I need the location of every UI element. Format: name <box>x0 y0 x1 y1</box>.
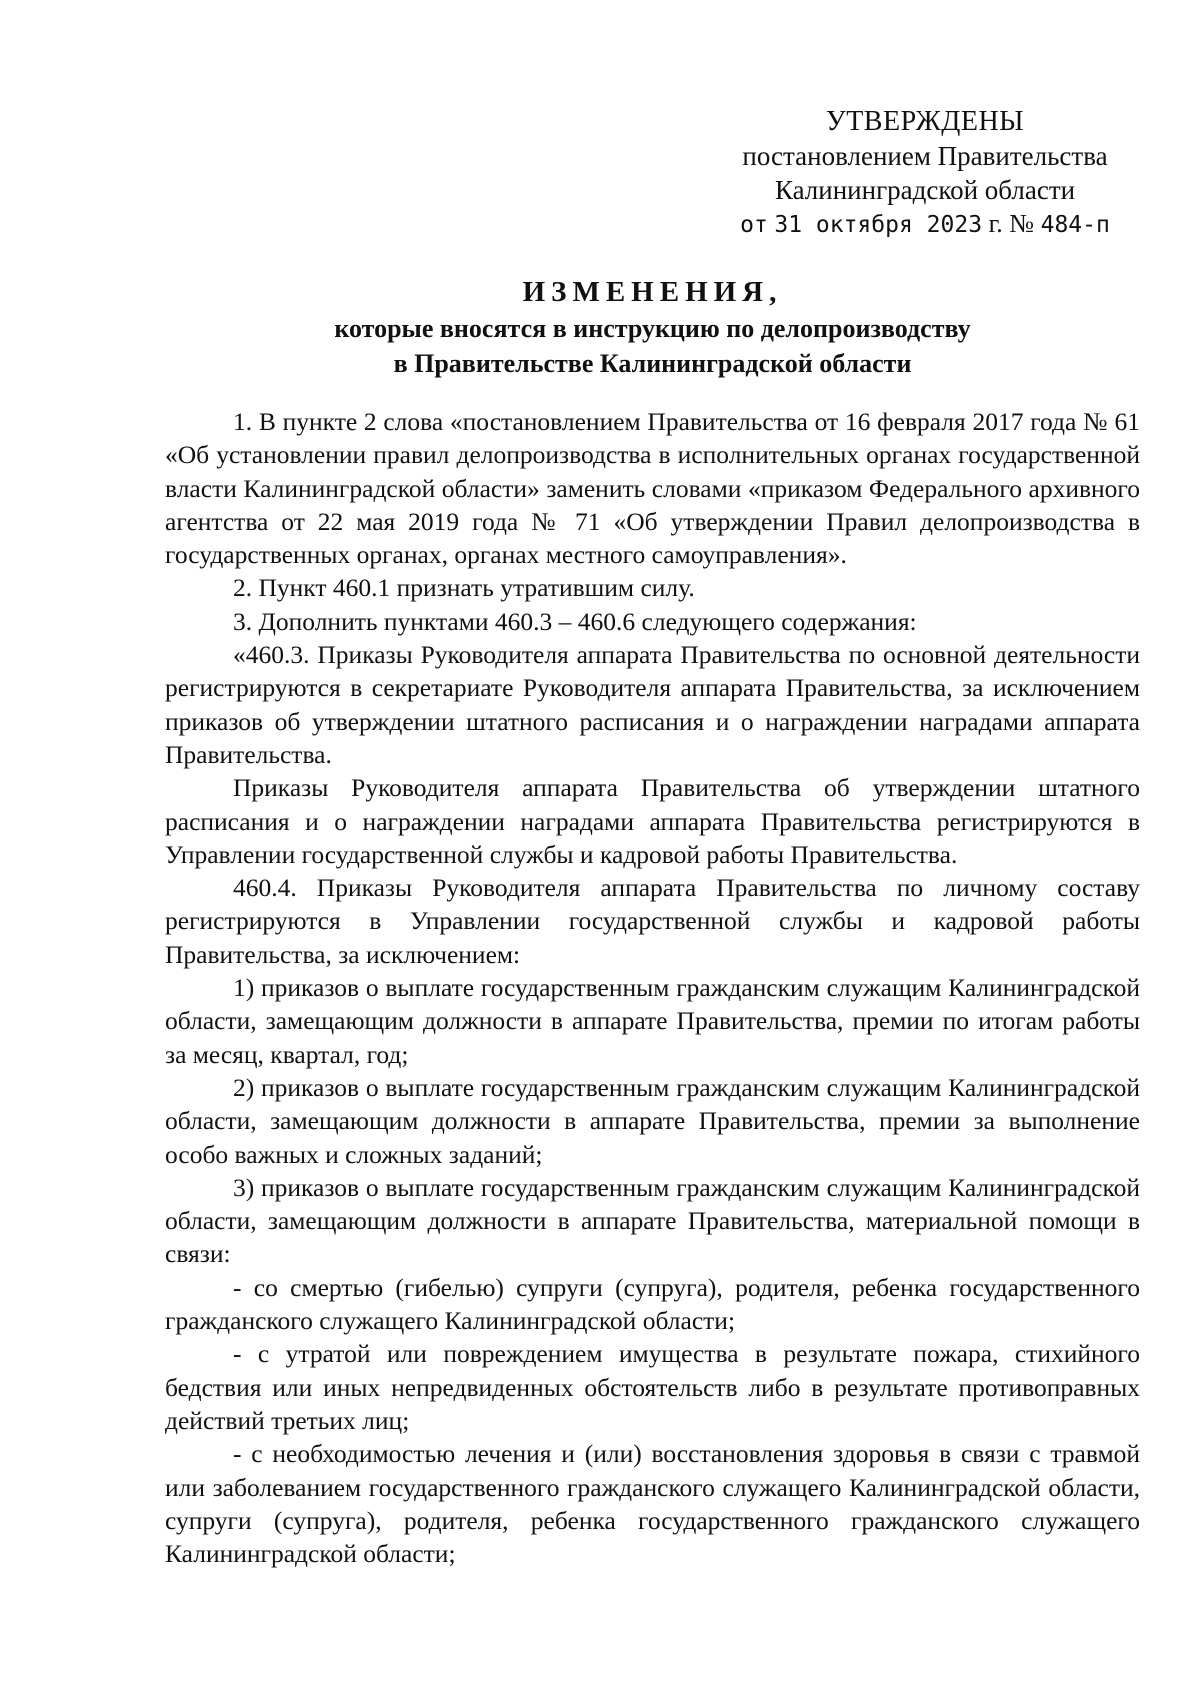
paragraph: - со смертью (гибелью) супруги (супруга), родителя, ребенка государственного гражданского служащего Калининградской области; <box>165 1272 1140 1336</box>
date-value: 31 октября 2023 <box>774 212 983 238</box>
document-title <box>165 273 1140 381</box>
title-line-1: которые вносятся в инструкцию по делопроизводству <box>334 314 971 343</box>
paragraph: «460.3. Приказы Руководителя аппарата Правительства по основной деятельности регистрируются в секретариате Руководителя аппарата Правительства, за исключением приказов об утверждении штатного расписания и о награждении наградами аппарата Правительства. <box>165 640 1140 769</box>
date-year-suffix: г. № <box>988 209 1035 238</box>
paragraph: 1) приказов о выплате государственным гражданским служащим Калининградской области, замещающим должности в аппарате Правительства, премии по итогам работы за месяц, квартал, год; <box>165 973 1140 1069</box>
date-prefix: от <box>740 212 768 238</box>
title-line-2: в Правительстве Калининградской области <box>393 349 912 378</box>
approval-line-2: Калининградской области <box>774 175 1076 205</box>
paragraph: 460.4. Приказы Руководителя аппарата Правительства по личному составу регистрируются в Управлении государственной службы и кадровой работы Правительства, за исключением: <box>165 873 1140 969</box>
approval-line-1: постановлением Правительства <box>742 141 1108 171</box>
document-number: 484-п <box>1040 212 1110 238</box>
paragraph: - с утратой или повреждением имущества в результате пожара, стихийного бедствия или иных непредвиденных обстоятельств либо в результате противоправных действий третьих лиц; <box>165 1339 1140 1435</box>
paragraph: 1. В пункте 2 слова «постановлением Правительства от 16 февраля 2017 года № 61 «Об установлении правил делопроизводства в исполнительных органах государственной власти Калининградской области» заменить словами «приказом Федерального архивного агентства от 22 мая 2019 года № 71 «Об утверждении Правил делопроизводства в государственных органах, органах местного самоуправления». <box>165 407 1140 570</box>
approval-dateline <box>710 207 1140 242</box>
approval-block <box>710 105 1140 242</box>
paragraph: - с необходимостью лечения и (или) восстановления здоровья в связи с травмой или заболеванием государственного гражданского служащего Калининградской области, супруги (супруга), родителя, ребенка государственного гражданского служащего Калининградской области; <box>165 1439 1140 1569</box>
title-main: ИЗМЕНЕНИЯ, <box>522 276 783 308</box>
approval-heading: УТВЕРЖДЕНЫ <box>825 106 1025 137</box>
document-body <box>165 405 1140 1570</box>
paragraph: Приказы Руководителя аппарата Правительства об утверждении штатного расписания и о награждении наградами аппарата Правительства регистрируются в Управлении государственной службы и кадровой работы Правительства. <box>165 773 1140 869</box>
paragraph: 3) приказов о выплате государственным гражданским служащим Калининградской области, замещающим должности в аппарате Правительства, материальной помощи в связи: <box>165 1172 1140 1269</box>
paragraph: 2. Пункт 460.1 признать утратившим силу. <box>233 573 695 603</box>
paragraph: 3. Дополнить пунктами 460.3 – 460.6 следующего содержания: <box>233 606 917 636</box>
paragraph: 2) приказов о выплате государственным гражданским служащим Калининградской области, замещающим должности в аппарате Правительства, премии за выполнение особо важных и сложных заданий; <box>165 1072 1140 1169</box>
